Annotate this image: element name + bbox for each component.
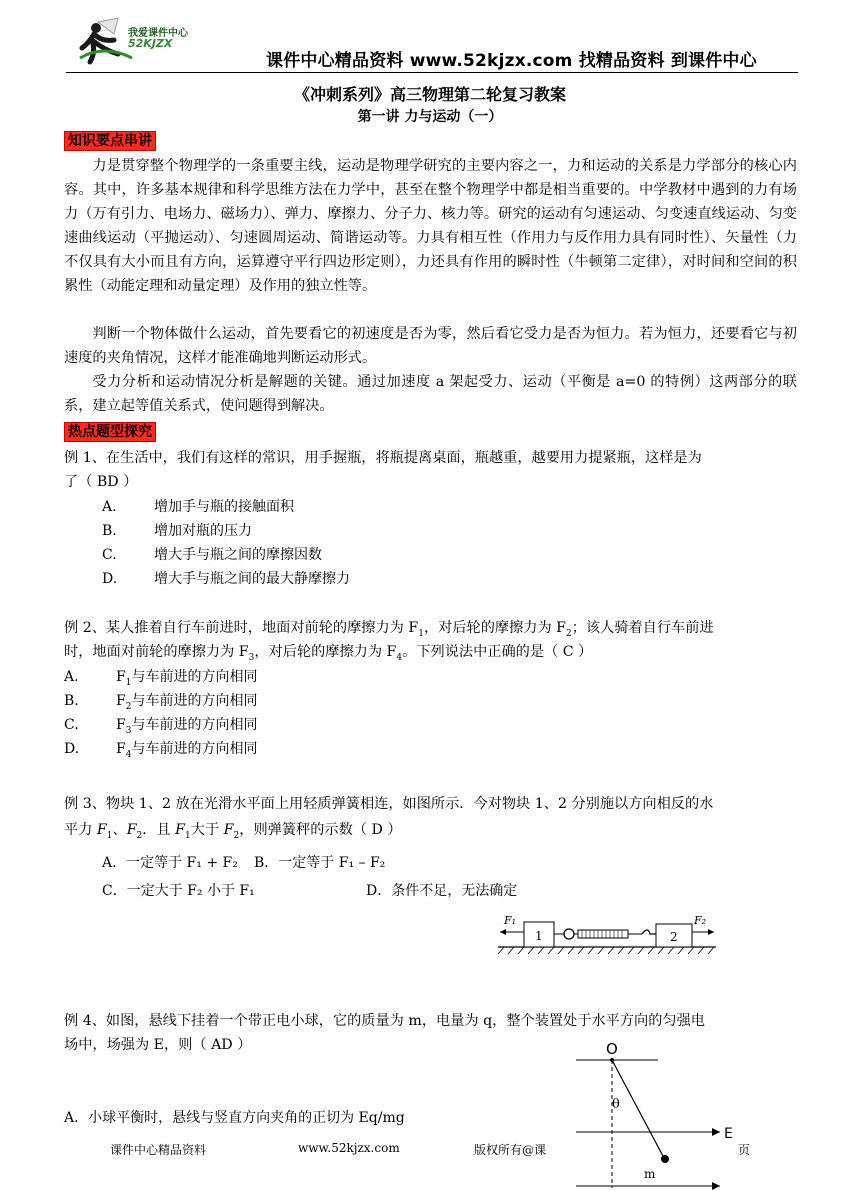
mass-m-label: m: [644, 1167, 656, 1181]
spring-blocks-figure: [496, 914, 718, 956]
page-title: 《冲刺系列》高三物理第二轮复习教案: [293, 85, 566, 104]
field-e-label: E: [724, 1126, 733, 1142]
q3-option-b: B．一定等于 F₁ – F₂: [254, 855, 386, 871]
runner-logo-icon: [74, 14, 134, 70]
q1-stem: 例 1、在生活中，我们有这样的常识，用手握瓶，将瓶提离桌面，瓶越重，越要用力提紧瓶，这样是为: [64, 450, 702, 466]
paragraph-1: 力是贯穿整个物理学的一条重要主线，运动是物理学研究的主要内容之一，力和运动的关系是力学部分的核心内容。其中，许多基本规律和科学思维方法在力学中，甚至在整个物理学中都是相当重要的。中学教材中遇到的力有场力（万有引力、电场力、磁场力）、弹力、摩擦力、分子力、核力等。研究的运动有匀速运动、匀变速直线运动、匀变速曲线运动（平抛运动）、匀速圆周运动、简谐运动等。力具有相互性（作用力与反作用力具有同时性）、矢量性（力不仅具有大小而且有方向，运算遵守平行四边形定则），力还具有作用的瞬时性（牛顿第二定律），对时间和空间的积累性（动能定理和动量定理）及作用的独立性等。: [64, 158, 797, 294]
q3-stem-cont: 平力 $F_1$、$F_2$．且 $F_1$大于 $F_2$，则弹簧秤的示数（ D ）: [64, 822, 402, 841]
q1-stem-cont: 了（ BD ）: [64, 474, 138, 490]
q2-stem: 例 2、某人推着自行车前进时，地面对前轮的摩擦力为 $F_1$，对后轮的摩擦力为 $F_2$；该人骑着自行车前进: [64, 620, 714, 639]
pivot-o-label: O: [606, 1040, 618, 1058]
q2-stem-cont: 时，地面对前轮的摩擦力为 $F_3$，对后轮的摩擦力为 $F_4$。下列说法中正确的是（ C ）: [64, 644, 593, 663]
force-f1-label: F₁: [504, 914, 517, 927]
q1-option-a: A. 增加手与瓶的接触面积: [102, 499, 294, 515]
section-tag-knowledge: [64, 130, 156, 150]
logo-subtext: 52KJZX: [128, 37, 173, 50]
charged-ball: [661, 1155, 669, 1163]
pendulum-field-figure: [572, 1038, 751, 1191]
paragraph-3: 受力分析和运动情况分析是解题的关键。通过加速度 a 架起受力、运动（平衡是 a=0 的特例）这两部分的联系，建立起等值关系式，使问题得到解决。: [64, 374, 797, 414]
section-tag-label: 知识要点串讲: [64, 131, 156, 151]
q1-option-b: B. 增加对瓶的压力: [102, 523, 252, 539]
q2-option-c: C. $F_3$与车前进的方向相同: [64, 717, 258, 736]
footer-copyright: 版权所有@课: [474, 1143, 547, 1157]
block-1-label: 1: [535, 929, 543, 943]
section-tag-hotspot: [64, 421, 156, 441]
footer-page: 页: [738, 1143, 751, 1157]
q4-stem-cont: 场中，场强为 E，则（ AD ）: [64, 1037, 252, 1053]
q3-option-c: C．一定大于 F₂ 小于 F₁: [102, 883, 255, 899]
q3-stem: 例 3、物块 1、2 放在光滑水平面上用轻质弹簧相连，如图所示．今对物块 1、2 分别施以方向相反的水: [64, 796, 714, 812]
logo-text: 我爱课件中心: [128, 28, 188, 39]
q4-option-a: A．小球平衡时，悬线与竖直方向夹角的正切为 Eq/mg: [64, 1110, 405, 1126]
footer-left: 课件中心精品资料: [110, 1143, 207, 1157]
q2-option-b: B. $F_2$与车前进的方向相同: [64, 693, 258, 712]
footer-url: www.52kjzx.com: [298, 1141, 400, 1155]
q2-option-d: D. $F_4$与车前进的方向相同: [64, 741, 258, 760]
header-rule: [66, 72, 798, 73]
q2-option-a: A. $F_1$与车前进的方向相同: [64, 669, 258, 688]
q1-option-d: D. 增大手与瓶之间的最大静摩擦力: [102, 571, 350, 587]
q3-option-a: A．一定等于 F₁ + F₂: [102, 855, 238, 871]
angle-theta-label: θ: [612, 1097, 620, 1112]
paragraph-2: 判断一个物体做什么运动，首先要看它的初速度是否为零，然后看它受力是否为恒力。若为恒力，还要看它与初速度的夹角情况，这样才能准确地判断运动形式。: [64, 326, 797, 366]
q1-option-c: C. 增大手与瓶之间的摩擦因数: [102, 547, 322, 563]
header-banner: 课件中心精品资料 www.52kjzx.com 找精品资料 到课件中心: [266, 51, 757, 71]
q4-stem: 例 4、如图，悬线下挂着一个带正电小球，它的质量为 m，电量为 q，整个装置处于水平方向的匀强电: [64, 1013, 705, 1029]
lecture-subtitle: 第一讲 力与运动（一）: [357, 109, 503, 125]
force-f2-label: F₂: [694, 914, 707, 927]
block-2-label: 2: [670, 930, 678, 944]
section-tag-label: 热点题型探究: [64, 422, 156, 442]
q3-option-d: D．条件不足，无法确定: [366, 883, 518, 899]
